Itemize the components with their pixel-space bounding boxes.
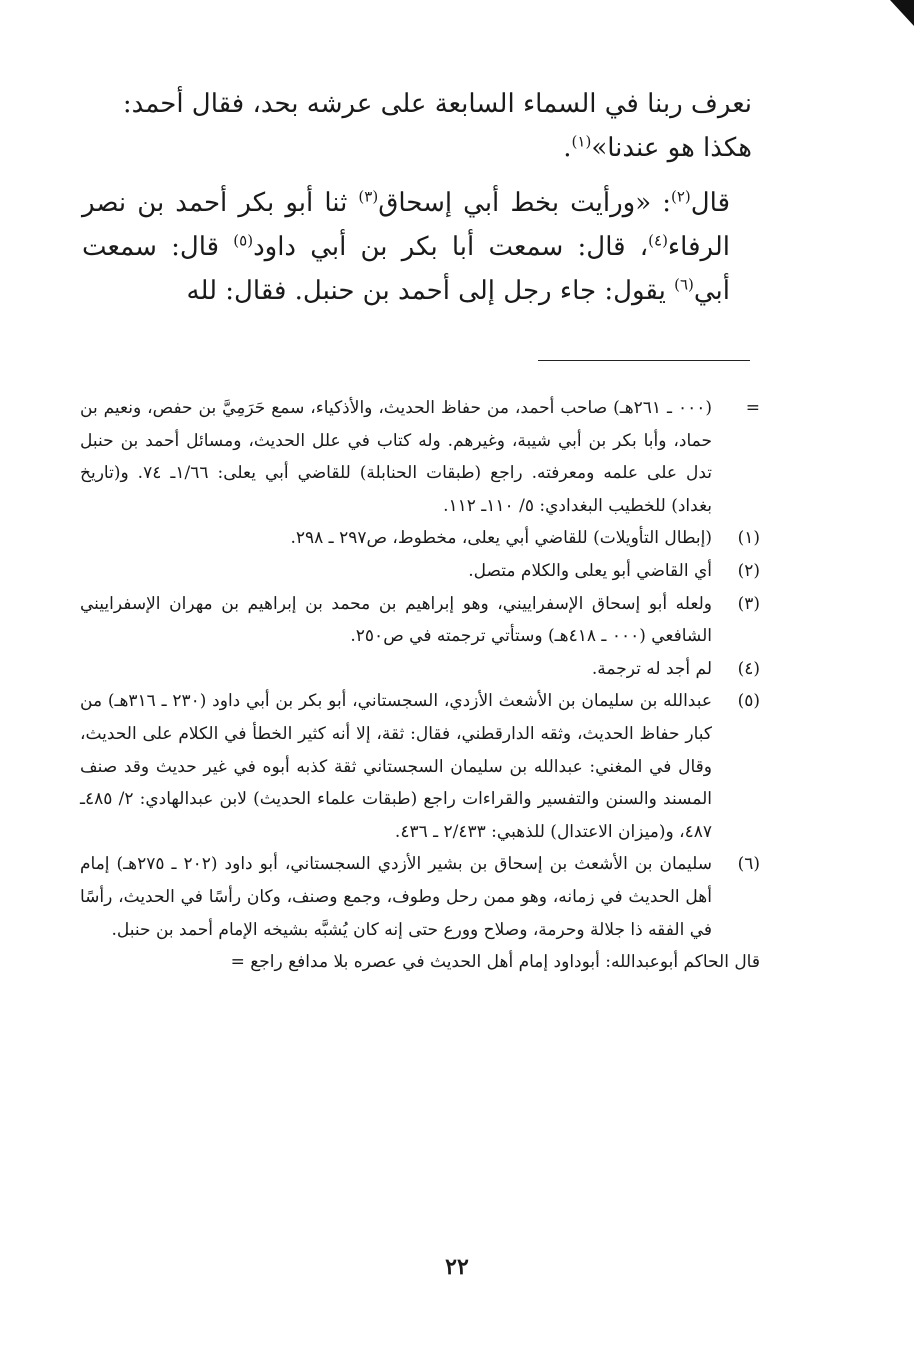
footnote-5: [80, 685, 760, 848]
main-text: يقول: جاء رجل إلى أحمد بن حنبل. فقال: لله: [186, 276, 675, 306]
footnote-ref: (٥): [233, 231, 254, 250]
footnote-6: [80, 848, 760, 946]
main-text: .: [563, 133, 572, 163]
footnote-ref: (٤): [648, 231, 668, 250]
page-number: ٢٢: [445, 1254, 469, 1280]
footnote-number: (١): [737, 528, 760, 549]
main-paragraph-2: [82, 181, 752, 313]
main-text: هكذا هو عندنا»: [591, 133, 752, 163]
main-text: ثنا أبو بكر أحمد بن نصر الرفاء: [82, 188, 730, 262]
footnote-ref: (٦): [674, 275, 694, 294]
footnote-ref: (٢): [670, 187, 691, 206]
footnote-text: أي القاضي أبو يعلى والكلام متصل.: [468, 560, 712, 581]
footnote-text: لم أجد له ترجمة.: [591, 658, 712, 679]
page-corner-mark: [890, 0, 914, 26]
footnote-text: قال الحاكم أبوعبدالله: أبوداود إمام أهل الحديث في عصره بلا مدافع راجع =: [230, 952, 760, 973]
footnote-number: (٥): [737, 691, 760, 712]
main-text: نعرف ربنا في السماء السابعة على عرشه بحد، فقال أحمد:: [122, 89, 752, 119]
footnote-3: [80, 588, 760, 653]
footnote-text: سليمان بن الأشعث بن إسحاق بن بشير الأزدي السجستاني، أبو داود (٢٠٢ ـ ٢٧٥هـ) إمام أهل الحديث في زمانه، وهو ممن رحل وطوف، وجمع وصنف، وكان رأسًا في الحديث، رأسًا في الفقه ذا جلالة وحرمة، وصلاح وورع حتى إنه كان يُشبَّه بشيخه الإمام أحمد بن حنبل.: [80, 854, 712, 940]
footnote-final-note: [80, 946, 760, 979]
footnote-text: ولعله أبو إسحاق الإسفراييني، وهو إبراهيم بن محمد بن إبراهيم بن مهران الإسفراييني الشافعي (٠٠٠ ـ ٤١٨هـ) وستأتي ترجمته في ص٢٥٠.: [80, 593, 712, 647]
footnote-number: (٣): [737, 593, 760, 614]
footnote-continuation: [80, 392, 760, 522]
main-paragraph-1: [82, 82, 752, 170]
footnote-ref: (٣): [358, 187, 379, 206]
footnote-text: (إبطال التأويلات) للقاضي أبي يعلى، مخطوط، ص٢٩٧ ـ ٢٩٨.: [290, 528, 712, 549]
footnote-text: (٠٠٠ ـ ٢٦١هـ) صاحب أحمد، من حفاظ الحديث، والأذكياء، سمع حَرَمِيَّ بن حفص، ونعيم بن حماد، وأبا بكر بن أبي شيبة، وغيرهم. وله كتاب في علل الحديث، ومسائل أحمد بن حنبل تدل على علمه ومعرفته. راجع (طبقات الحنابلة) للقاضي أبي يعلى: ١/٦٦ـ ٧٤. و(تاريخ بغداد) للخطيب البغدادي: ٥/ ١١٠ـ ١١٢.: [80, 398, 712, 516]
footnotes-section: [80, 392, 760, 979]
footnote-2: [80, 555, 760, 588]
main-text: : «ورأيت بخط أبي إسحاق: [378, 188, 671, 218]
footnote-text: عبدالله بن سليمان بن الأشعث الأزدي، السجستاني، أبو بكر بن أبي داود (٢٣٠ ـ ٣١٦هـ) من كبار حفاظ الحديث، وثقه الدارقطني، فقال: ثقة، إلا أنه كثير الخطأ في الكلام على الحديث، وقال في المغني: عبدالله بن سليمان السجستاني ثقة كذبه أبوه في غير حديث وقد صنف المسند والسنن والتفسير والقراءات راجع (طبقات علماء الحديث) لابن عبدالهادي: ٢/ ٤٨٥ـ ٤٨٧، و(ميزان الاعتدال) للذهبي: ٢/٤٣٣ ـ ٤٣٦.: [80, 691, 712, 842]
main-text: قال: سمعت أبي: [82, 232, 730, 306]
footnote-number: (٢): [737, 560, 760, 581]
footnote-1: [80, 522, 760, 555]
footnote-ref: (١): [571, 132, 592, 151]
footnote-number: (٤): [737, 658, 760, 679]
footnote-number: (٦): [737, 854, 760, 875]
main-text: ، قال: سمعت أبا بكر بن أبي داود: [253, 232, 649, 262]
continuation-mark: =: [745, 398, 760, 418]
footnote-4: [80, 653, 760, 686]
main-text: قال: [690, 188, 730, 218]
footnote-separator: [538, 360, 750, 361]
